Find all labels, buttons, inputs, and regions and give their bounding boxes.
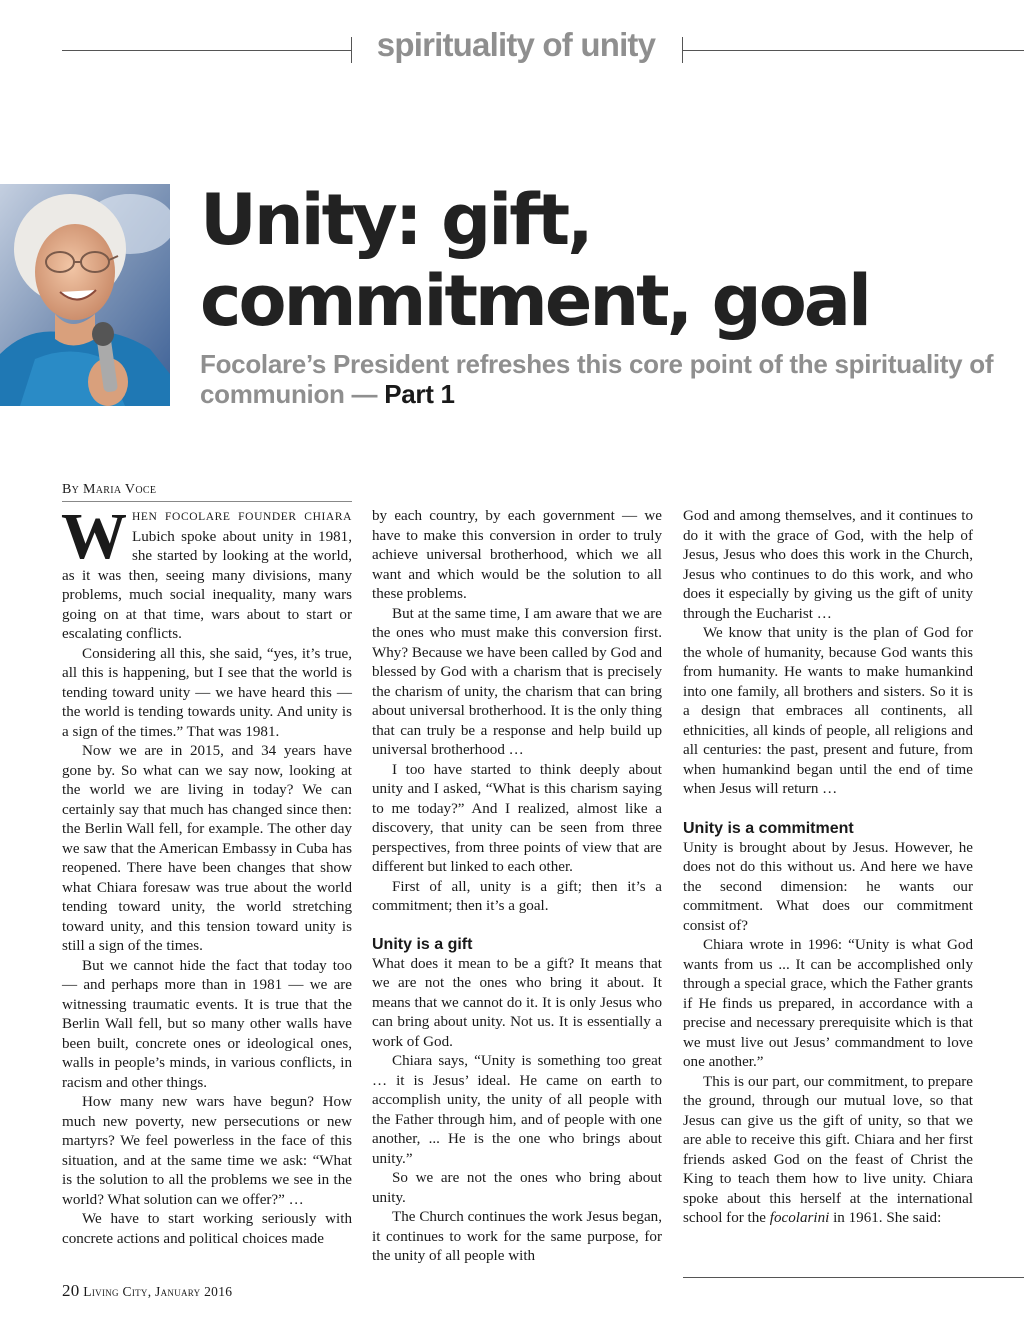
paragraph: So we are not the ones who bring about unity.: [372, 1170, 662, 1206]
portrait-illustration: [0, 184, 170, 406]
paragraph-text: Lubich spoke about unity in 1981, she started by looking at the world, as it was then, seeing many divisions, many problems, much social inequality, many wars going on at that time, wars about to start or escalating conflicts.: [62, 528, 352, 642]
byline-prefix: By: [62, 482, 80, 497]
subheading-commitment: Unity is a commitment: [683, 819, 854, 837]
section-title: spirituality of unity: [376, 26, 656, 63]
article-title-line-2: commitment, goal: [200, 260, 870, 342]
page-footer: [62, 1281, 232, 1301]
header-rule-left: [62, 50, 352, 51]
paragraph: by each country, by each government — we have to make this conversion in order to truly achieve universal brotherhood, which we all want and which would be the solution to all these problems.: [372, 508, 662, 602]
column-2: [372, 507, 662, 1267]
article-subtitle: [200, 349, 1000, 409]
byline: [62, 482, 352, 502]
paragraph: But at the same time, I am aware that we are the ones who must make this conversion first. Why? Because we have been called by God and blessed by God with a charism that is precisely the charism of unity, the charism that can bring about universal brotherhood. It is the only thing that can truly be a response and help build up universal brotherhood …: [372, 605, 663, 758]
header-rule-right: [683, 50, 1024, 51]
paragraph: Considering all this, she said, “yes, it’s true, all this is happening, but I see that the world is tending toward unity — we have heard this — the world is tending towards unity. And unity is a sign of the times.” That was 1981.: [62, 645, 352, 740]
column-3: [683, 507, 973, 1229]
article-title-line-1: Unity: gift,: [200, 179, 591, 261]
publication-info: Living City, January 2016: [83, 1284, 233, 1299]
paragraph: [683, 1073, 973, 1229]
paragraph: We have to start working seriously with concrete actions and political choices made: [62, 1211, 352, 1247]
paragraph: The Church continues the work Jesus began, it continues to work for the same purpose, for the unity of all people with: [372, 1209, 662, 1264]
subtitle-text: Focolare’s President refreshes this core point of the spirituality of communion —: [200, 349, 994, 409]
opening-paragraph: [61, 500, 352, 645]
paragraph: How many new wars have begun? How much new poverty, new persecutions or new martyrs? We feel powerless in the face of this situation, and at the same time we ask: “What is the solution to all the problems we see in the world? What solution can we offer?” …: [62, 1094, 352, 1208]
byline-author: Maria Voce: [82, 482, 157, 497]
paragraph: God and among themselves, and it continues to do it with the grace of God, with the help of Jesus, Jesus who does this work in the Church, Jesus who continues to do this work, and who does it especially by giving us the gift of unity through the Eucharist …: [683, 508, 973, 622]
paragraph-text-end: in 1961. She said:: [833, 1210, 942, 1226]
drop-cap: W: [61, 500, 127, 573]
header-tick-left: [351, 37, 352, 63]
subheading-gift: Unity is a gift: [372, 935, 473, 953]
paragraph: Now we are in 2015, and 34 years have gone by. So what can we say now, looking at the world we are living in today? We can certainly say that much has changed since then: the Berlin Wall fell, for example. The other day we saw that the American Embassy in Cuba has reopened. There have been changes that show what Chiara foresaw was true about the world tending toward unity, the world stretching toward unity, and this tension toward unity is still a sign of the times.: [62, 743, 352, 954]
column-1: [61, 500, 352, 1249]
author-portrait: [0, 184, 170, 406]
paragraph: Chiara says, “Unity is something too great … it is Jesus’ ideal. He came on earth to accomplish unity, the unity of all people with the Father through him, and of people with one another, ... He is the one who brings about unity.”: [372, 1053, 662, 1167]
paragraph: First of all, unity is a gift; then it’s a commitment; then it’s a goal.: [372, 878, 662, 914]
paragraph: Unity is brought about by Jesus. However, he does not do this without us. And here we have the second dimension: he wants our commitment. What does our commitment consist of?: [683, 839, 973, 934]
paragraph: We know that unity is the plan of God for the whole of humanity, because God wants this from humanity. He wants to make humankind into one family, all brothers and sisters. So it is a design that embraces all continents, all ethnicities, all kinds of people, all religions and all centuries: the past, present and future, from when humankind began until the end of time when Jesus will return …: [683, 625, 973, 797]
lead-in-caps: HEN FOCOLARE FOUNDER CHIARA: [132, 511, 352, 523]
paragraph-text: This is our part, our commitment, to prepare the ground, through our mutual love, so that Jesus can give us the gift of unity, so that we are able to receive this gift. Chiara and her first friends asked God on the feast of Christ the King to teach them how to live unity. Chiara spoke about this herself at the international school for the: [683, 1073, 973, 1226]
paragraph: But we cannot hide the fact that today too — and perhaps more than in 1981 — we are witnessing traumatic events. It is true that the Berlin Wall fell, but so many other walls have been built, concrete ones or ideological ones, walls in people’s minds, in various conflicts, in racism and other things.: [62, 957, 352, 1091]
page-number: 20: [62, 1281, 80, 1300]
subtitle-part: Part 1: [384, 379, 455, 409]
footer-rule: [683, 1277, 1024, 1278]
paragraph: Chiara wrote in 1996: “Unity is what God wants from us ... It can be accomplished only through a special grace, which the Father grants if He finds us prepared, in accordance with a precise and necessary prerequisite which is that we must live out Jesus’ commandment to love one another.”: [683, 937, 973, 1070]
paragraph: What does it mean to be a gift? It means that we are not the ones who bring it about. It means that we cannot do it. It is only Jesus who can bring about unity. Not us. It is essentially a work of God.: [372, 955, 662, 1050]
article-title: [200, 180, 1000, 342]
italic-term: focolarini: [769, 1210, 830, 1226]
paragraph: I too have started to think deeply about unity and I asked, “What is this charism saying to me today?” And I realized, almost like a discovery, that unity can be seen from three perspectives, from three points of view that are different but linked to each other.: [372, 761, 662, 875]
